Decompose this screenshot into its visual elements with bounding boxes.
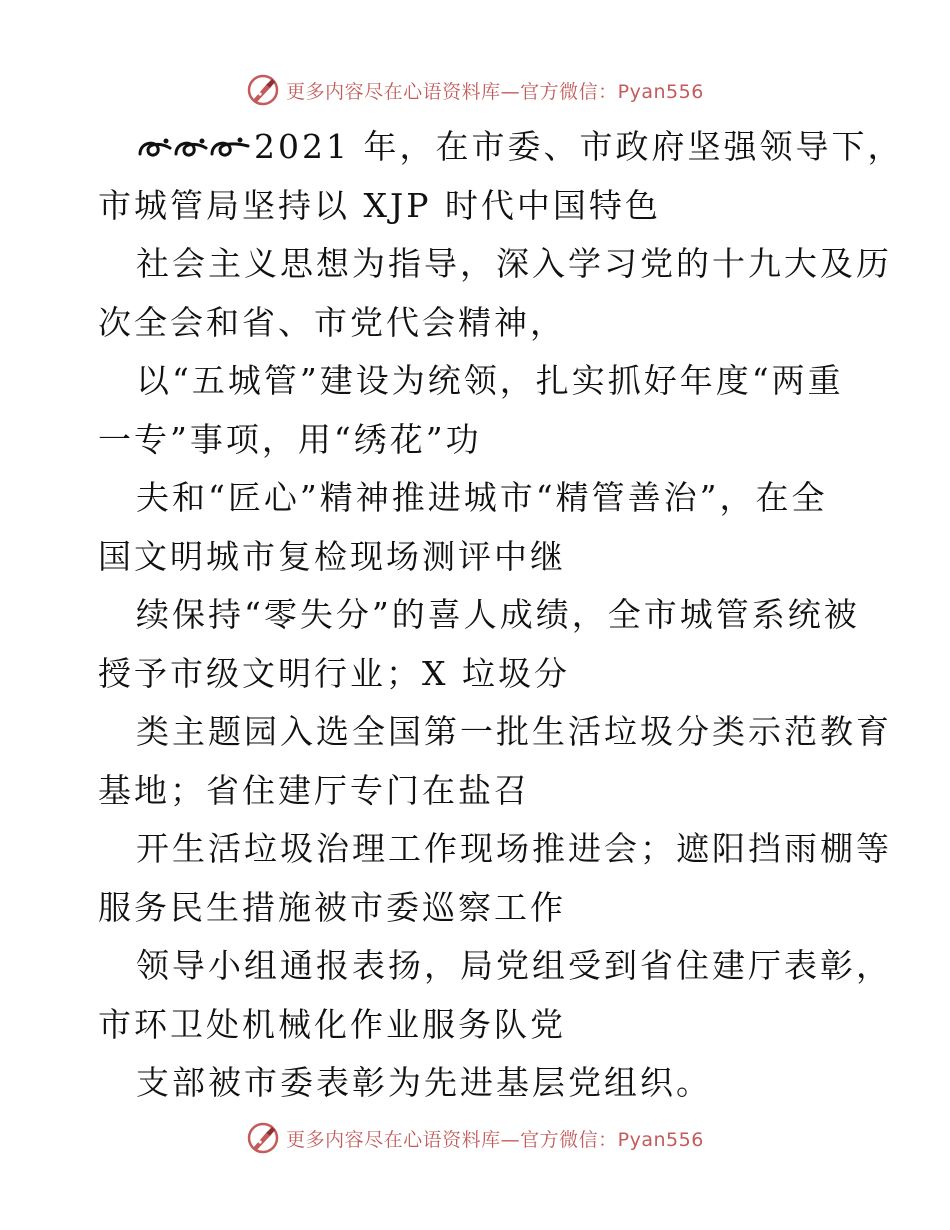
- paragraph-line: 续保持“零失分”的喜人成绩，全市城管系统被: [136, 595, 860, 634]
- watermark-text: 更多内容尽在心语资料库—官方微信：Pyan556: [286, 1128, 704, 1151]
- paragraph-line: 领导小组通报表扬，局党组受到省住建厅表彰，: [136, 946, 892, 985]
- line-text: 2021 年，在市委、市政府坚强领导下，: [254, 127, 904, 166]
- watermark-text: 更多内容尽在心语资料库—官方微信：Pyan556: [286, 80, 704, 103]
- document-body: [98, 118, 904, 1113]
- paragraph-line: 市城管局坚持以 XJP 时代中国特色: [98, 185, 661, 225]
- paragraph-line: 社会主义思想为指导，深入学习党的十九大及历: [136, 244, 892, 283]
- paragraph-line: [98, 118, 904, 177]
- paragraph-line: 一专”事项，用“绣花”功: [98, 419, 482, 459]
- paragraph-line: 国文明城市复检现场测评中继: [98, 536, 566, 576]
- paragraph-line: 基地；省住建厅专门在盐召: [98, 770, 530, 810]
- header-watermark: [0, 70, 950, 110]
- paragraph-line: 授予市级文明行业；X 垃圾分: [98, 653, 570, 693]
- paragraph-line: 支部被市委表彰为先进基层党组织。: [136, 1063, 712, 1102]
- paragraph-line: 次全会和省、市党代会精神，: [98, 302, 566, 342]
- paragraph-line: 类主题园入选全国第一批生活垃圾分类示范教育: [136, 712, 892, 751]
- paragraph-line: 市环卫处机械化作业服务队党: [98, 1004, 566, 1044]
- footer-watermark: [0, 1118, 950, 1158]
- paragraph-line: 服务民生措施被市委巡察工作: [98, 887, 566, 927]
- paragraph-line: 开生活垃圾治理工作现场推进会；遮阳挡雨棚等: [136, 829, 892, 868]
- ornament-icon: [136, 132, 254, 162]
- pen-logo-icon: [246, 1121, 280, 1155]
- paragraph-line: 以“五城管”建设为统领，扎实抓好年度“两重: [136, 361, 844, 400]
- paragraph-line: 夫和“匠心”精神推进城市“精管善治”，在全: [136, 478, 828, 517]
- pen-logo-icon: [246, 73, 280, 107]
